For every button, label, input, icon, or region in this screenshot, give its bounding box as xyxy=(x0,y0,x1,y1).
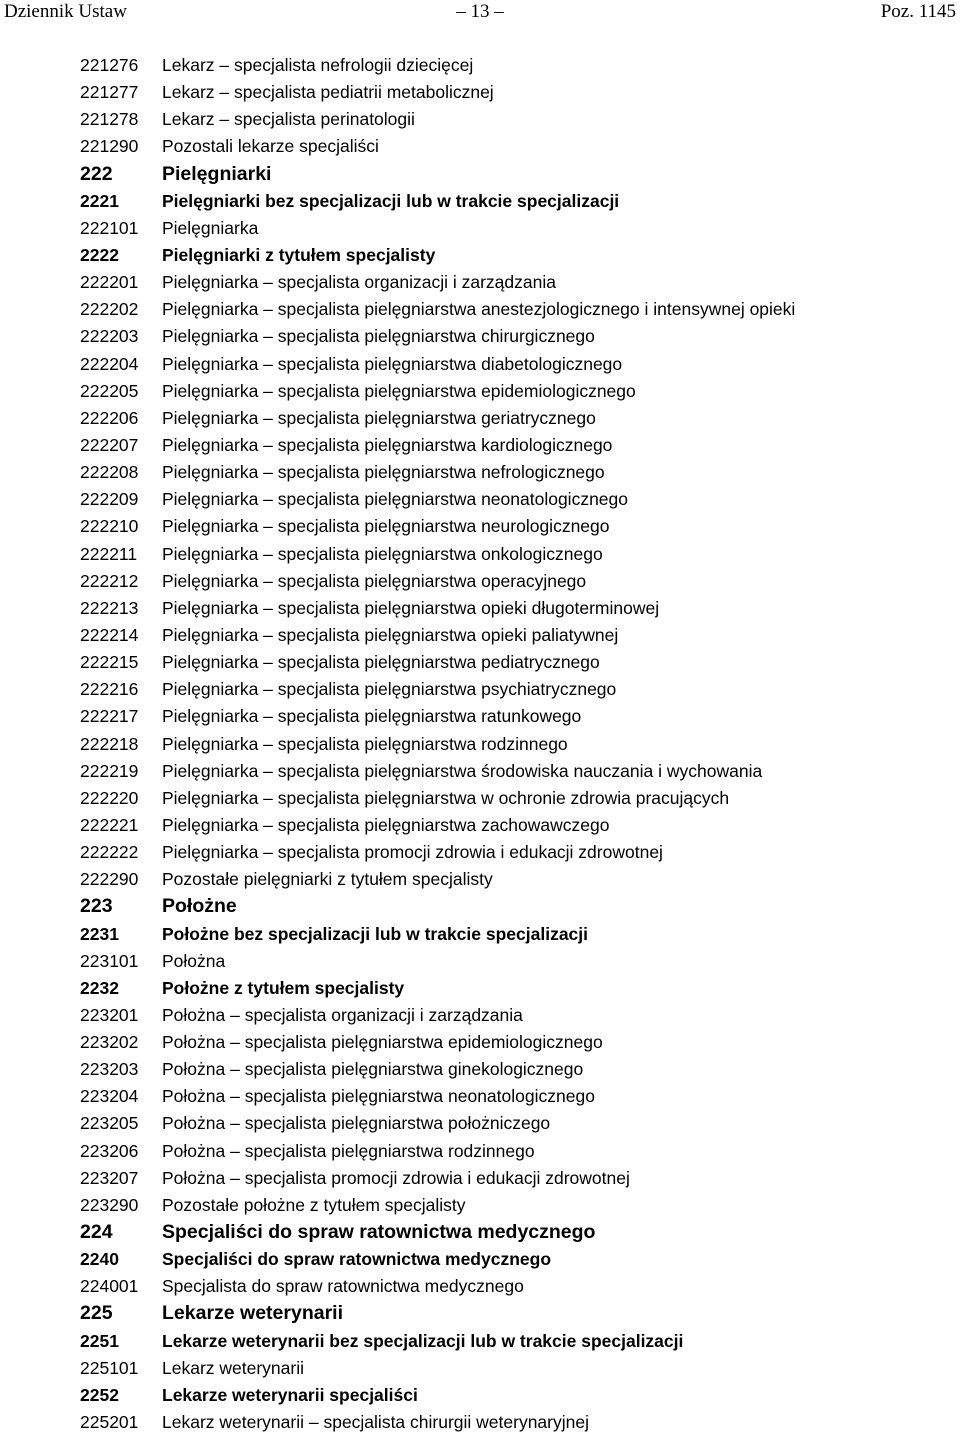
occupation-code: 222207 xyxy=(80,434,139,455)
occupation-code: 225101 xyxy=(80,1357,139,1378)
journal-title: Dziennik Ustaw xyxy=(4,1,127,22)
occupation-row xyxy=(0,1110,960,1137)
occupation-code: 222 xyxy=(80,162,113,185)
occupation-code: 221276 xyxy=(80,55,139,75)
occupation-row xyxy=(0,106,960,133)
occupation-name: Pielęgniarka – specjalista pielęgniarstwa nefrologicznego xyxy=(162,462,605,483)
occupation-name: Lekarz – specjalista pediatrii metabolicznej xyxy=(162,82,494,103)
occupation-code: 2240 xyxy=(80,1249,119,1270)
occupation-name: Położna – specjalista promocji zdrowia i edukacji zdrowotnej xyxy=(162,1167,630,1188)
occupation-code: 222203 xyxy=(80,326,139,347)
occupation-code: 222221 xyxy=(80,814,139,835)
occupation-code: 2252 xyxy=(80,1384,119,1405)
occupation-name: Pielęgniarka – specjalista pielęgniarstwa psychiatrycznego xyxy=(162,679,617,700)
major-group-row xyxy=(0,1219,960,1246)
group-row xyxy=(0,242,960,269)
occupation-name: Pielęgniarka – specjalista pielęgniarstwa pediatrycznego xyxy=(162,652,600,673)
occupation-row xyxy=(0,731,960,758)
occupation-row xyxy=(0,351,960,378)
occupation-row xyxy=(0,948,960,975)
occupation-code: 2232 xyxy=(80,977,119,998)
occupation-code: 223205 xyxy=(80,1113,139,1134)
occupation-name: Pielęgniarka – specjalista pielęgniarstwa neurologicznego xyxy=(162,516,610,537)
occupation-name: Położna – specjalista pielęgniarstwa położniczego xyxy=(162,1113,551,1134)
occupation-code: 222220 xyxy=(80,787,139,808)
occupation-row xyxy=(0,79,960,106)
occupation-row xyxy=(0,1355,960,1382)
group-row xyxy=(0,921,960,948)
occupation-row xyxy=(0,52,960,79)
occupation-code: 225 xyxy=(80,1302,113,1325)
occupation-name: Lekarze weterynarii bez specjalizacji lub w trakcie specjalizacji xyxy=(162,1330,684,1351)
item-number: Poz. 1145 xyxy=(880,1,956,22)
occupation-name: Pielęgniarka – specjalista pielęgniarstwa diabetologicznego xyxy=(162,353,623,374)
occupation-name: Specjalista do spraw ratownictwa medycznego xyxy=(162,1276,524,1297)
occupation-name: Położne xyxy=(162,895,237,918)
occupation-code: 222290 xyxy=(80,869,139,890)
occupation-code: 224001 xyxy=(80,1276,139,1297)
occupation-name: Specjaliści do spraw ratownictwa medycznego xyxy=(162,1221,596,1244)
occupation-row xyxy=(0,812,960,839)
occupation-name: Pielęgniarka xyxy=(162,217,259,238)
occupation-code: 223204 xyxy=(80,1086,139,1107)
occupation-code: 225201 xyxy=(80,1412,139,1433)
occupation-code: 222209 xyxy=(80,489,139,510)
occupation-row xyxy=(0,296,960,323)
major-group-row xyxy=(0,161,960,188)
occupation-name: Pielęgniarka – specjalista pielęgniarstwa opieki paliatywnej xyxy=(162,624,619,645)
occupation-code: 222202 xyxy=(80,299,139,320)
occupation-code: 223202 xyxy=(80,1032,139,1053)
occupation-name: Pielęgniarka – specjalista organizacji i zarządzania xyxy=(162,272,556,293)
group-row xyxy=(0,1328,960,1355)
occupation-name: Pielęgniarka – specjalista pielęgniarstwa rodzinnego xyxy=(162,733,568,754)
occupation-row xyxy=(0,1138,960,1165)
occupation-row xyxy=(0,1165,960,1192)
occupation-code: 223201 xyxy=(80,1004,139,1025)
occupation-row xyxy=(0,486,960,513)
occupation-name: Specjaliści do spraw ratownictwa medycznego xyxy=(162,1249,552,1270)
occupation-code: 222214 xyxy=(80,624,139,645)
occupation-row xyxy=(0,649,960,676)
occupation-name: Pielęgniarka – specjalista pielęgniarstwa środowiska nauczania i wychowania xyxy=(162,760,763,781)
occupation-row xyxy=(0,595,960,622)
occupation-row xyxy=(0,133,960,160)
occupation-code: 222208 xyxy=(80,462,139,483)
occupation-row xyxy=(0,568,960,595)
occupation-name: Pozostałe położne z tytułem specjalisty xyxy=(162,1194,466,1215)
occupation-list xyxy=(0,52,960,1436)
occupation-row xyxy=(0,378,960,405)
occupation-name: Pielęgniarka – specjalista pielęgniarstwa anestezjologicznego i intensywnej opieki xyxy=(162,299,796,320)
occupation-code: 224 xyxy=(80,1221,113,1244)
occupation-code: 2222 xyxy=(80,244,119,265)
occupation-name: Lekarze weterynarii xyxy=(162,1302,344,1325)
occupation-code: 2221 xyxy=(80,190,119,211)
occupation-code: 221278 xyxy=(80,109,139,130)
occupation-code: 221277 xyxy=(80,82,139,103)
occupation-code: 222215 xyxy=(80,652,139,673)
occupation-row xyxy=(0,1056,960,1083)
occupation-code: 223290 xyxy=(80,1194,139,1215)
occupation-name: Pielęgniarki bez specjalizacji lub w trakcie specjalizacji xyxy=(162,190,620,211)
occupation-name: Pielęgniarki xyxy=(162,162,272,185)
occupation-name: Położne bez specjalizacji lub w trakcie specjalizacji xyxy=(162,923,589,944)
occupation-name: Pielęgniarka – specjalista pielęgniarstwa w ochronie zdrowia pracujących xyxy=(162,787,730,808)
occupation-name: Lekarz – specjalista nefrologii dziecięcej xyxy=(162,55,474,75)
occupation-code: 223206 xyxy=(80,1140,139,1161)
occupation-name: Pielęgniarka – specjalista pielęgniarstwa kardiologicznego xyxy=(162,434,613,455)
occupation-row xyxy=(0,866,960,893)
occupation-name: Pozostałe pielęgniarki z tytułem specjalisty xyxy=(162,869,493,890)
occupation-code: 222210 xyxy=(80,516,139,537)
occupation-name: Położna – specjalista pielęgniarstwa rodzinnego xyxy=(162,1140,535,1161)
occupation-name: Położna – specjalista pielęgniarstwa neonatologicznego xyxy=(162,1086,595,1107)
occupation-row xyxy=(0,1002,960,1029)
occupation-code: 222201 xyxy=(80,272,139,293)
occupation-code: 223101 xyxy=(80,950,139,971)
occupation-row xyxy=(0,785,960,812)
group-row xyxy=(0,1246,960,1273)
occupation-row xyxy=(0,1273,960,1300)
occupation-row xyxy=(0,541,960,568)
occupation-name: Lekarz weterynarii xyxy=(162,1357,304,1378)
occupation-code: 222212 xyxy=(80,570,139,591)
occupation-row xyxy=(0,758,960,785)
occupation-name: Pielęgniarka – specjalista pielęgniarstwa ratunkowego xyxy=(162,706,582,727)
occupation-name: Pielęgniarka – specjalista pielęgniarstwa opieki długoterminowej xyxy=(162,597,660,618)
occupation-name: Lekarze weterynarii specjaliści xyxy=(162,1384,418,1405)
occupation-row xyxy=(0,459,960,486)
occupation-row xyxy=(0,432,960,459)
occupation-name: Położna – specjalista organizacji i zarządzania xyxy=(162,1004,523,1025)
occupation-code: 222204 xyxy=(80,353,139,374)
occupation-row xyxy=(0,215,960,242)
occupation-row xyxy=(0,839,960,866)
occupation-name: Położna xyxy=(162,950,226,971)
group-row xyxy=(0,188,960,215)
occupation-name: Położne z tytułem specjalisty xyxy=(162,977,405,998)
occupation-name: Pielęgniarka – specjalista pielęgniarstwa geriatrycznego xyxy=(162,407,596,428)
occupation-name: Pielęgniarka – specjalista pielęgniarstwa onkologicznego xyxy=(162,543,603,564)
occupation-row xyxy=(0,676,960,703)
occupation-code: 223207 xyxy=(80,1167,139,1188)
occupation-row xyxy=(0,269,960,296)
group-row xyxy=(0,1382,960,1409)
occupation-code: 222218 xyxy=(80,733,139,754)
occupation-row xyxy=(0,622,960,649)
occupation-code: 221290 xyxy=(80,136,139,157)
occupation-row xyxy=(0,703,960,730)
occupation-code: 222219 xyxy=(80,760,139,781)
occupation-name: Pielęgniarka – specjalista pielęgniarstwa epidemiologicznego xyxy=(162,380,636,401)
occupation-name: Pielęgniarka – specjalista pielęgniarstwa neonatologicznego xyxy=(162,489,628,510)
occupation-name: Pozostali lekarze specjaliści xyxy=(162,136,379,157)
page-number: – 13 – xyxy=(456,1,504,22)
occupation-row xyxy=(0,405,960,432)
occupation-name: Lekarz – specjalista perinatologii xyxy=(162,109,415,130)
occupation-name: Pielęgniarka – specjalista promocji zdrowia i edukacji zdrowotnej xyxy=(162,842,663,863)
occupation-row xyxy=(0,1083,960,1110)
occupation-code: 222205 xyxy=(80,380,139,401)
major-group-row xyxy=(0,893,960,920)
occupation-row xyxy=(0,513,960,540)
occupation-code: 222101 xyxy=(80,217,139,238)
occupation-name: Położna – specjalista pielęgniarstwa ginekologicznego xyxy=(162,1059,584,1080)
occupation-code: 222217 xyxy=(80,706,139,727)
occupation-code: 222211 xyxy=(80,543,138,564)
occupation-code: 223 xyxy=(80,895,113,918)
occupation-code: 222222 xyxy=(80,842,139,863)
occupation-name: Położna – specjalista pielęgniarstwa epidemiologicznego xyxy=(162,1032,603,1053)
occupation-name: Pielęgniarka – specjalista pielęgniarstwa zachowawczego xyxy=(162,814,610,835)
occupation-row xyxy=(0,323,960,350)
occupation-code: 222216 xyxy=(80,679,139,700)
occupation-code: 2231 xyxy=(80,923,119,944)
occupation-name: Lekarz weterynarii – specjalista chirurgii weterynaryjnej xyxy=(162,1412,589,1433)
group-row xyxy=(0,975,960,1002)
page-header xyxy=(0,0,960,26)
occupation-row xyxy=(0,1409,960,1436)
occupation-row xyxy=(0,1192,960,1219)
occupation-name: Pielęgniarki z tytułem specjalisty xyxy=(162,244,436,265)
occupation-row xyxy=(0,1029,960,1056)
occupation-code: 223203 xyxy=(80,1059,139,1080)
occupation-code: 2251 xyxy=(80,1330,119,1351)
occupation-name: Pielęgniarka – specjalista pielęgniarstwa operacyjnego xyxy=(162,570,587,591)
occupation-name: Pielęgniarka – specjalista pielęgniarstwa chirurgicznego xyxy=(162,326,595,347)
major-group-row xyxy=(0,1300,960,1327)
occupation-code: 222213 xyxy=(80,597,139,618)
occupation-code: 222206 xyxy=(80,407,139,428)
